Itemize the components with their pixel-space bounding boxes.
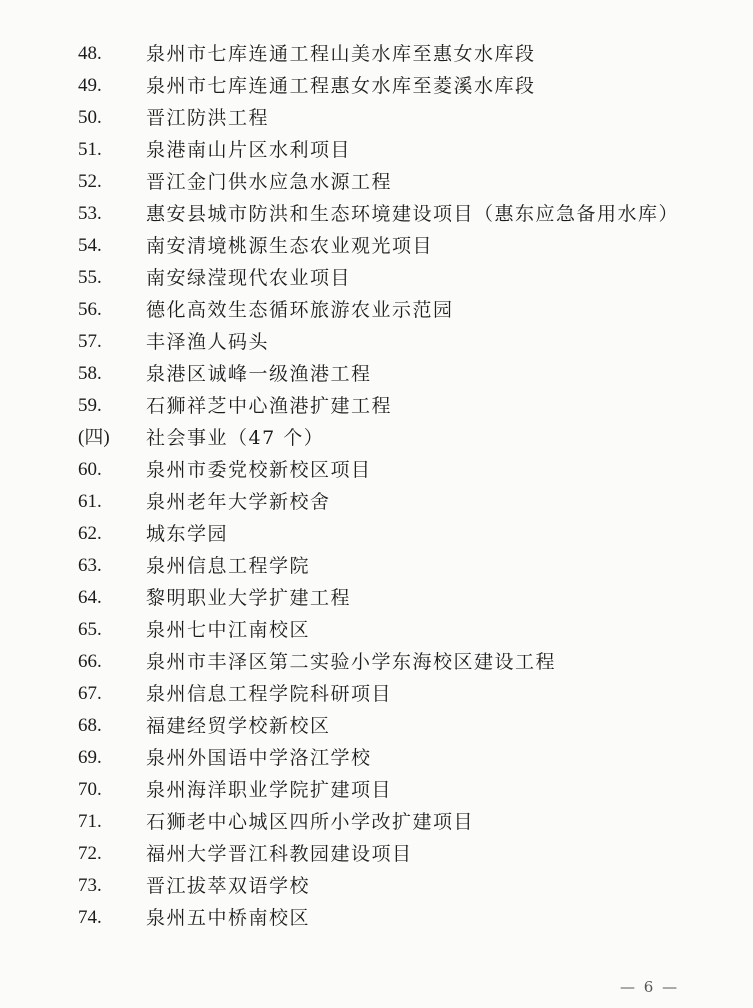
item-number: 48. — [78, 43, 102, 64]
list-item — [78, 230, 678, 262]
list-item — [78, 294, 678, 326]
item-text: 泉州市七库连通工程山美水库至惠女水库段 — [146, 43, 536, 65]
item-text: 泉州七中江南校区 — [146, 619, 311, 641]
list-item — [78, 134, 678, 166]
item-text: 石狮祥芝中心渔港扩建工程 — [146, 395, 393, 417]
list-item — [78, 646, 678, 678]
item-text: 惠安县城市防洪和生态环境建设项目（惠东应急备用水库） — [146, 203, 680, 225]
item-number: 57. — [78, 331, 102, 352]
item-number: 51. — [78, 139, 102, 160]
list-item — [78, 614, 678, 646]
list-item — [78, 582, 678, 614]
list-item — [78, 198, 678, 230]
section-heading — [78, 422, 678, 454]
item-number: 61. — [78, 491, 102, 512]
item-text: 泉州海洋职业学院扩建项目 — [146, 779, 393, 801]
item-number: 65. — [78, 619, 102, 640]
list-item — [78, 358, 678, 390]
item-number: 62. — [78, 523, 102, 544]
list-item — [78, 550, 678, 582]
item-text: 德化高效生态循环旅游农业示范园 — [146, 299, 454, 321]
item-number: 74. — [78, 907, 102, 928]
list-item — [78, 262, 678, 294]
section-title: 社会事业（47 个） — [146, 427, 325, 449]
item-number: 66. — [78, 651, 102, 672]
item-number: 60. — [78, 459, 102, 480]
item-text: 泉州信息工程学院科研项目 — [146, 683, 393, 705]
item-text: 福州大学晋江科教园建设项目 — [146, 843, 413, 865]
list-item — [78, 102, 678, 134]
section-number: (四) — [78, 427, 110, 448]
item-text: 福建经贸学校新校区 — [146, 715, 331, 737]
item-number: 53. — [78, 203, 102, 224]
item-number: 54. — [78, 235, 102, 256]
list-item — [78, 710, 678, 742]
list-item — [78, 38, 678, 70]
list-item — [78, 486, 678, 518]
item-number: 59. — [78, 395, 102, 416]
item-number: 49. — [78, 75, 102, 96]
item-number: 58. — [78, 363, 102, 384]
item-text: 晋江防洪工程 — [146, 107, 270, 129]
list-item — [78, 806, 678, 838]
item-text: 泉州市丰泽区第二实验小学东海校区建设工程 — [146, 651, 557, 673]
item-text: 石狮老中心城区四所小学改扩建项目 — [146, 811, 475, 833]
item-number: 52. — [78, 171, 102, 192]
list-item — [78, 742, 678, 774]
item-text: 南安清境桃源生态农业观光项目 — [146, 235, 434, 257]
list-item — [78, 326, 678, 358]
list-item — [78, 518, 678, 550]
item-text: 泉州信息工程学院 — [146, 555, 311, 577]
page-number: — 6 — — [620, 978, 680, 996]
item-text: 丰泽渔人码头 — [146, 331, 270, 353]
list-item — [78, 678, 678, 710]
item-text: 泉港区诚峰一级渔港工程 — [146, 363, 372, 385]
item-text: 城东学园 — [146, 523, 229, 545]
list-item — [78, 390, 678, 422]
list-item — [78, 902, 678, 934]
item-text: 泉州老年大学新校舍 — [146, 491, 331, 513]
list-item — [78, 166, 678, 198]
item-text: 南安绿滢现代农业项目 — [146, 267, 352, 289]
project-list — [78, 38, 678, 934]
item-text: 泉港南山片区水利项目 — [146, 139, 352, 161]
item-number: 50. — [78, 107, 102, 128]
item-number: 71. — [78, 811, 102, 832]
item-text: 泉州市七库连通工程惠女水库至菱溪水库段 — [146, 75, 536, 97]
item-number: 70. — [78, 779, 102, 800]
list-item — [78, 870, 678, 902]
item-number: 73. — [78, 875, 102, 896]
item-number: 56. — [78, 299, 102, 320]
list-item — [78, 774, 678, 806]
list-item — [78, 70, 678, 102]
item-number: 69. — [78, 747, 102, 768]
item-number: 67. — [78, 683, 102, 704]
item-text: 泉州外国语中学洛江学校 — [146, 747, 372, 769]
item-text: 泉州五中桥南校区 — [146, 907, 311, 929]
item-number: 64. — [78, 587, 102, 608]
item-number: 68. — [78, 715, 102, 736]
item-number: 63. — [78, 555, 102, 576]
item-number: 72. — [78, 843, 102, 864]
item-text: 晋江金门供水应急水源工程 — [146, 171, 393, 193]
item-text: 泉州市委党校新校区项目 — [146, 459, 372, 481]
item-text: 黎明职业大学扩建工程 — [146, 587, 352, 609]
item-number: 55. — [78, 267, 102, 288]
list-item — [78, 838, 678, 870]
list-item — [78, 454, 678, 486]
item-text: 晋江拔萃双语学校 — [146, 875, 311, 897]
